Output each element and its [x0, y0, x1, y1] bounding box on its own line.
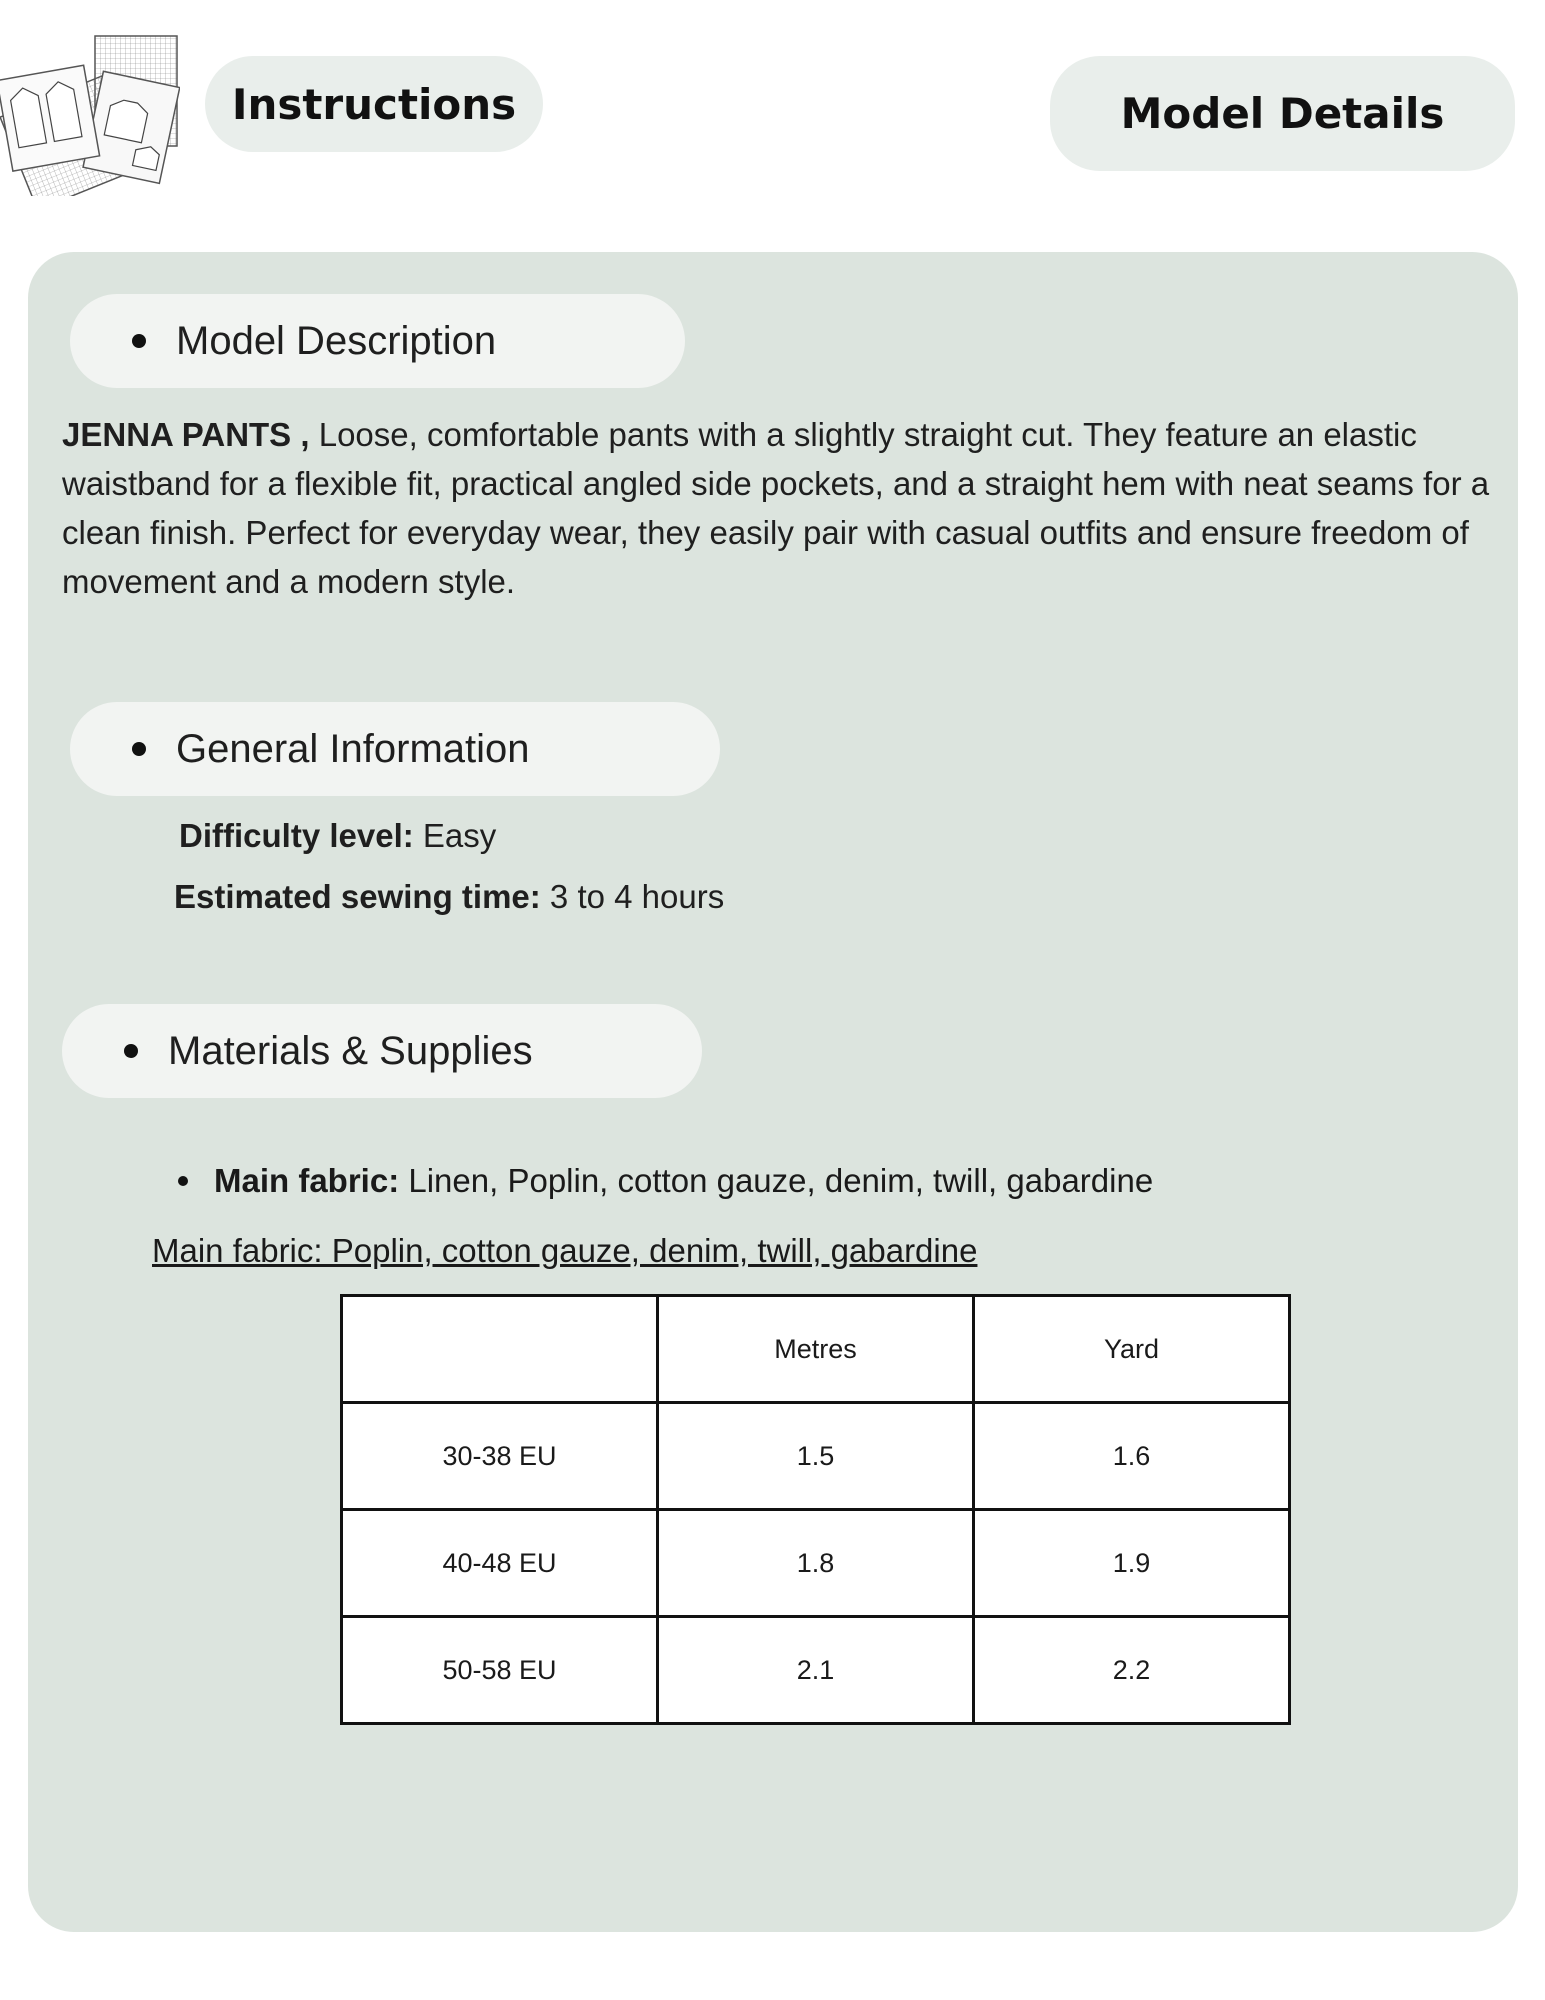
model-description-text — [62, 410, 1502, 606]
difficulty-label: Difficulty level: — [179, 817, 414, 854]
table-row — [342, 1617, 1290, 1724]
table-cell: 1.9 — [974, 1510, 1290, 1617]
model-description-body: Loose, comfortable pants with a slightly straight cut. They feature an elastic waistband for a flexible fit, practical angled side pockets, and a straight hem with neat seams for a clean finish. Perfect for everyday wear, they easily pair with casual outfits and ensure freedom of movement and a modern style. — [62, 416, 1490, 600]
model-description-heading — [70, 294, 685, 388]
difficulty-level — [179, 817, 496, 855]
table-header-row — [342, 1296, 1290, 1403]
table-cell: 1.6 — [974, 1403, 1290, 1510]
bullet-icon — [178, 1176, 188, 1186]
main-fabric-label: Main fabric: — [214, 1162, 400, 1199]
sewing-time-value: 3 to 4 hours — [540, 878, 725, 915]
difficulty-value: Easy — [413, 817, 497, 854]
model-details-title-text: Model Details — [1120, 89, 1445, 138]
fabric-yardage-table — [340, 1294, 1291, 1725]
model-description-heading-text: Model Description — [176, 318, 497, 363]
model-details-title — [1050, 56, 1515, 171]
bullet-icon — [132, 742, 146, 756]
instructions-title — [205, 56, 543, 152]
materials-supplies-heading-text: Materials & Supplies — [168, 1028, 533, 1073]
sewing-pattern-sheets-icon — [0, 28, 180, 196]
materials-supplies-heading — [62, 1004, 702, 1098]
table-cell: 2.2 — [974, 1617, 1290, 1724]
table-cell: 1.5 — [658, 1403, 974, 1510]
general-information-heading-text: General Information — [176, 726, 530, 771]
table-cell: 50-58 EU — [342, 1617, 658, 1724]
content-panel — [28, 252, 1518, 1932]
table-header-cell: Metres — [658, 1296, 974, 1403]
table-row — [342, 1510, 1290, 1617]
table-row — [342, 1403, 1290, 1510]
bullet-icon — [124, 1044, 138, 1058]
instructions-title-text: Instructions — [231, 79, 517, 129]
table-cell: 40-48 EU — [342, 1510, 658, 1617]
table-header-cell — [342, 1296, 658, 1403]
estimated-sewing-time — [174, 878, 724, 916]
main-fabric-item — [178, 1162, 1153, 1200]
general-information-heading — [70, 702, 720, 796]
fabric-table-caption: Main fabric: Poplin, cotton gauze, denim, twill, gabardine — [152, 1232, 978, 1269]
bullet-icon — [132, 334, 146, 348]
table-cell: 2.1 — [658, 1617, 974, 1724]
main-fabric-value: Linen, Poplin, cotton gauze, denim, twill, gabardine — [399, 1162, 1154, 1199]
table-header-cell: Yard — [974, 1296, 1290, 1403]
table-cell: 30-38 EU — [342, 1403, 658, 1510]
model-name: JENNA PANTS , — [62, 416, 310, 453]
table-cell: 1.8 — [658, 1510, 974, 1617]
sewing-time-label: Estimated sewing time: — [174, 878, 541, 915]
